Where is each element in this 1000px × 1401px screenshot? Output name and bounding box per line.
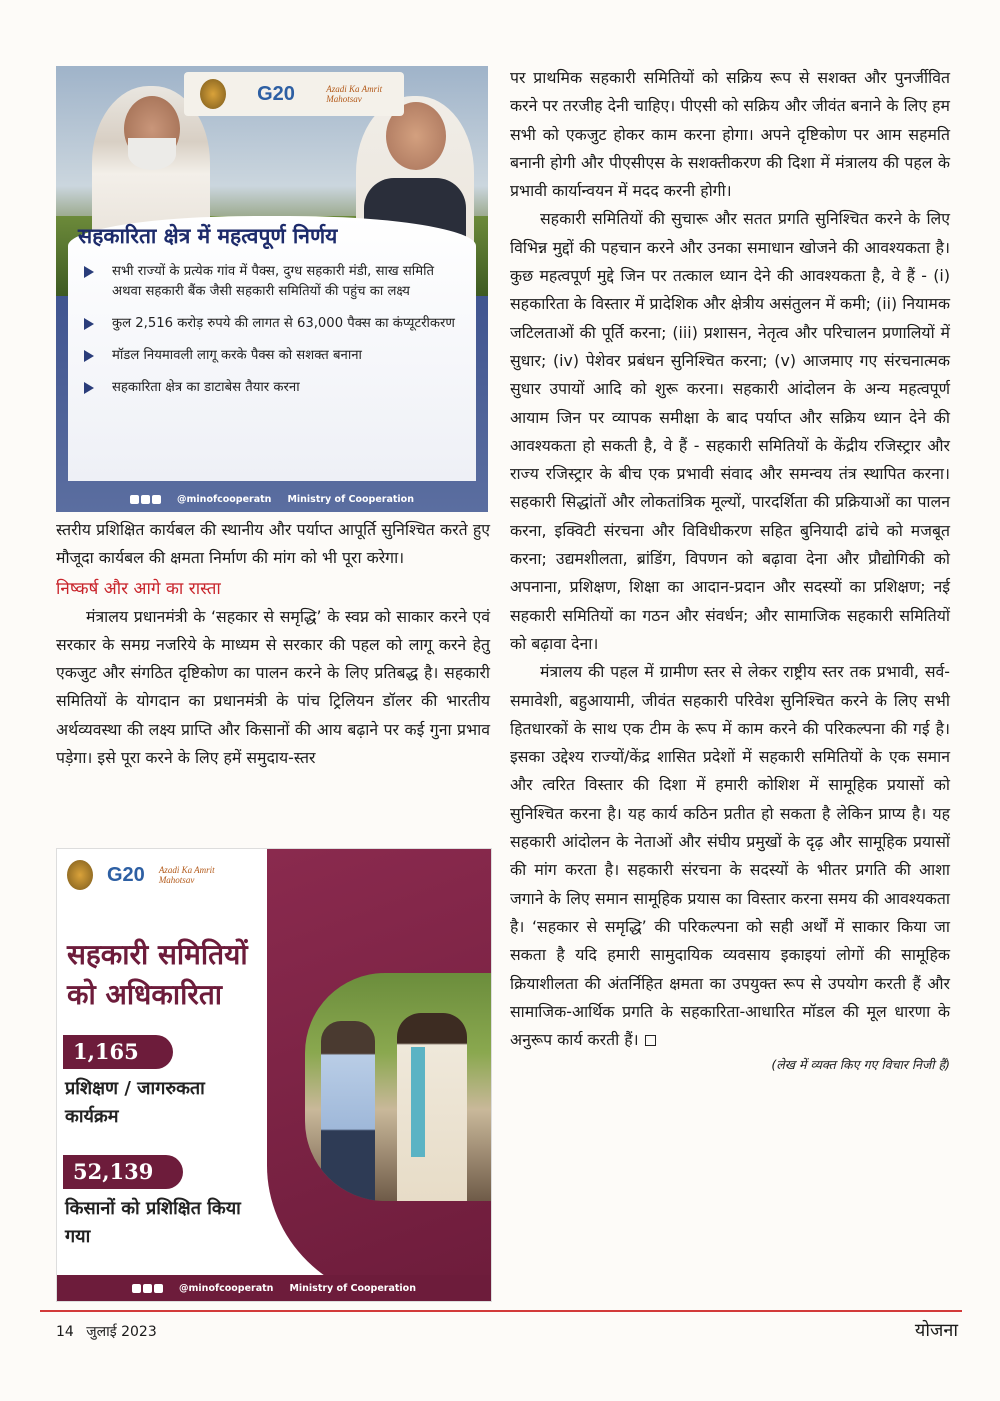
social-handle: @minofcooperatn — [179, 1282, 274, 1294]
magazine-name: योजना — [914, 1320, 958, 1341]
page-footer-left — [56, 1322, 157, 1341]
list-item: सभी राज्यों के प्रत्येक गांव में पैक्स, दुग्ध सहकारी मंडी, साख समिति अथवा सहकारी बैंक जैसी सहकारी समितियों की पहुंच का लक्ष्य — [76, 262, 466, 302]
infographic-title: सहकारिता क्षेत्र में महत्वपूर्ण निर्णय — [78, 224, 338, 248]
stat-label: प्रशिक्षण / जागरुकता कार्यक्रम — [65, 1078, 205, 1127]
issue-date: जुलाई 2023 — [86, 1324, 157, 1340]
g20-logo: G20 — [107, 863, 145, 886]
logo-strip — [184, 72, 404, 116]
infographic-cooperative-empowerment — [56, 848, 492, 1302]
emblem-logo — [67, 860, 93, 890]
list-item: कुल 2,516 करोड़ रुपये की लागत से 63,000 पैक्स का कंप्यूटरीकरण — [76, 314, 466, 334]
infographic-title: सहकारी समितियों को अधिकारिता — [67, 938, 248, 1011]
azadi-logo: Azadi Ka Amrit Mahotsav — [158, 865, 215, 885]
paragraph: मंत्रालय की पहल में ग्रामीण स्तर से लेकर राष्ट्रीय स्तर तक प्रभावी, सर्व-समावेशी, बहुआयामी, जीवंत सहकारी परिवेश सुनिश्चित करने के लिए सभी हितधारकों के साथ एक टीम के रूप में काम करने की परिकल्पना की गई है। इसका उद्देश्य राज्यों/केंद्र शासित प्रदेशों में सहकारी समितियों के एक समान और त्वरित विस्तार की दिशा में हमारी कोशिश में सामूहिक प्रयासों को सुनिश्चित करना है। यह कार्य कठिन प्रतीत हो सकता है लेकिन प्राप्य है। यह सहकारी आंदोलन के नेताओं और संघीय प्रमुखों के दृढ़ और सामूहिक प्रयासों की मांग करता है। सहकारी संरचना के सदस्यों के भीतर प्रगति की आशा जगाने के लिए समान सामूहिक प्रयास का विस्तार करना समय की आवश्यकता है। ‘सहकार से समृद्धि’ की परिकल्पना को सही अर्थों में साकार किया जा सकता है यदि हमारी सामुदायिक व्यवसाय इकाइयां लोगों की सामूहिक क्रियाशीलता की अंतर्निहित क्षमता का उपयुक्त रूप से उपयोग करती हैं और सामाजिक-आर्थिक प्रगति के सहकारिता-आधारित मॉडल की मूल धारणा के अनुरूप कार्य करती हैं। — [510, 662, 950, 1050]
g20-logo: G20 — [257, 82, 295, 105]
azadi-logo: Azadi Ka Amrit Mahotsav — [326, 84, 383, 104]
triangle-bullet-icon — [84, 266, 94, 278]
handshake-photo — [305, 973, 491, 1201]
paragraph: मंत्रालय प्रधानमंत्री के ‘सहकार से समृद्धि’ के स्वप्न को साकार करने एवं सरकार के समग्र नजरिये के माध्यम से सरकार की पहल को लागू करने हेतु एकजुट और संगठित दृष्टिकोण का पालन करने के लिए प्रतिबद्ध है। सहकारी समितियों के योगदान का प्रधानमंत्री के पांच ट्रिलियन डॉलर की भारतीय अर्थव्यवस्था की लक्ष्य प्राप्ति और किसानों की आय बढ़ाने पर कई गुना प्रभाव पड़ेगा। इसे पूरा करने के लिए हमें समुदाय-स्तर — [56, 606, 490, 768]
social-handle: @minofcooperatn — [177, 493, 272, 505]
social-media-icons — [132, 1284, 163, 1293]
emblem-logo — [200, 79, 226, 109]
triangle-bullet-icon — [84, 382, 94, 394]
stat-value: 1,165 — [63, 1035, 173, 1069]
list-item: मॉडल नियमावली लागू करके पैक्स को सशक्त बनाना — [76, 346, 466, 366]
stat-label: किसानों को प्रशिक्षित किया गया — [65, 1198, 241, 1247]
ministry-name: Ministry of Cooperation — [287, 493, 414, 505]
triangle-bullet-icon — [84, 350, 94, 362]
paragraph: स्तरीय प्रशिक्षित कार्यबल की स्थानीय और पर्याप्त आपूर्ति सुनिश्चित करते हुए मौजूदा कार्यबल की क्षमता निर्माण की मांग को भी पूरा करेगा। — [56, 520, 490, 568]
ministry-name: Ministry of Cooperation — [289, 1282, 416, 1294]
logo-strip — [67, 853, 277, 897]
left-column — [56, 516, 490, 772]
section-heading: निष्कर्ष और आगे का रास्ता — [56, 578, 221, 599]
list-item: सहकारिता क्षेत्र का डाटाबेस तैयार करना — [76, 378, 466, 398]
stat-value: 52,139 — [63, 1155, 183, 1189]
page-number: 14 — [56, 1324, 74, 1340]
social-media-icons — [130, 495, 161, 504]
disclaimer: (लेख में व्यक्त किए गए विचार निजी हैं) — [771, 1057, 950, 1073]
right-column — [510, 64, 950, 1076]
infographic-footer — [57, 1275, 491, 1301]
infographic-footer — [56, 486, 488, 512]
paragraph: पर प्राथमिक सहकारी समितियों को सक्रिय रूप से सशक्त और पुनर्जीवित करने पर तरजीह देनी चाहिए। पीएसी को सक्रिय और जीवंत बनाने के लिए हम सभी को एकजुट होकर काम करना होगा। अपने दृष्टिकोण पर आम सहमति बनानी होगी और पीएसीएस के सशक्तीकरण की दिशा में मंत्रालय की पहल के प्रभावी कार्यान्वयन में मदद करनी होगी। — [510, 68, 950, 201]
decision-list — [76, 262, 466, 410]
footer-rule — [40, 1310, 962, 1312]
paragraph: सहकारी समितियों की सुचारू और सतत प्रगति सुनिश्चित करने के लिए विभिन्न मुद्दों की पहचान करने और उनका समाधान खोजने की आवश्यकता है। कुछ महत्वपूर्ण मुद्दे जिन पर तत्काल ध्यान देने की आवश्यकता है, वे हैं - (i) सहकारिता के विस्तार में प्रादेशिक और क्षेत्रीय असंतुलन में कमी; (ii) नियामक जटिलताओं की पूर्ति करना; (iii) प्रशासन, नेतृत्व और परिचालन प्रणालियों में सुधार; (iv) पेशेवर प्रबंधन सुनिश्चित करना; (v) आजमाए गए संरचनात्मक सुधार उपायों आदि को शुरू करना। सहकारी आंदोलन के अन्य महत्वपूर्ण आयाम जिन पर व्यापक समीक्षा के बाद पर्याप्त और सक्रिय ध्यान देने की आवश्यकता हो सकती है, वे हैं - सहकारी समितियों के केंद्रीय रजिस्ट्रार और राज्य रजिस्ट्रार के बीच एक प्रभावी संवाद और समन्वय तंत्र स्थापित करना। सहकारी सिद्धांतों और लोकतांत्रिक मूल्यों, पारदर्शिता की प्रक्रियाओं का पालन करना, इक्विटी संरचना और विविधीकरण सहित बुनियादी ढांचे को मजबूत करना; उद्यमशीलता, ब्रांडिंग, विपणन को बढ़ावा देना और प्रौद्योगिकी को अपनाना, प्रशिक्षण, शिक्षा का आदान-प्रदान और सदस्यों का प्रशिक्षण; नई सहकारी समितियों का गठन और संवर्धन; और सामाजिक सहकारी समितियों को बढ़ावा देना। — [510, 209, 950, 653]
infographic-cooperative-decisions — [56, 66, 488, 512]
triangle-bullet-icon — [84, 318, 94, 330]
end-mark-icon — [645, 1035, 656, 1046]
